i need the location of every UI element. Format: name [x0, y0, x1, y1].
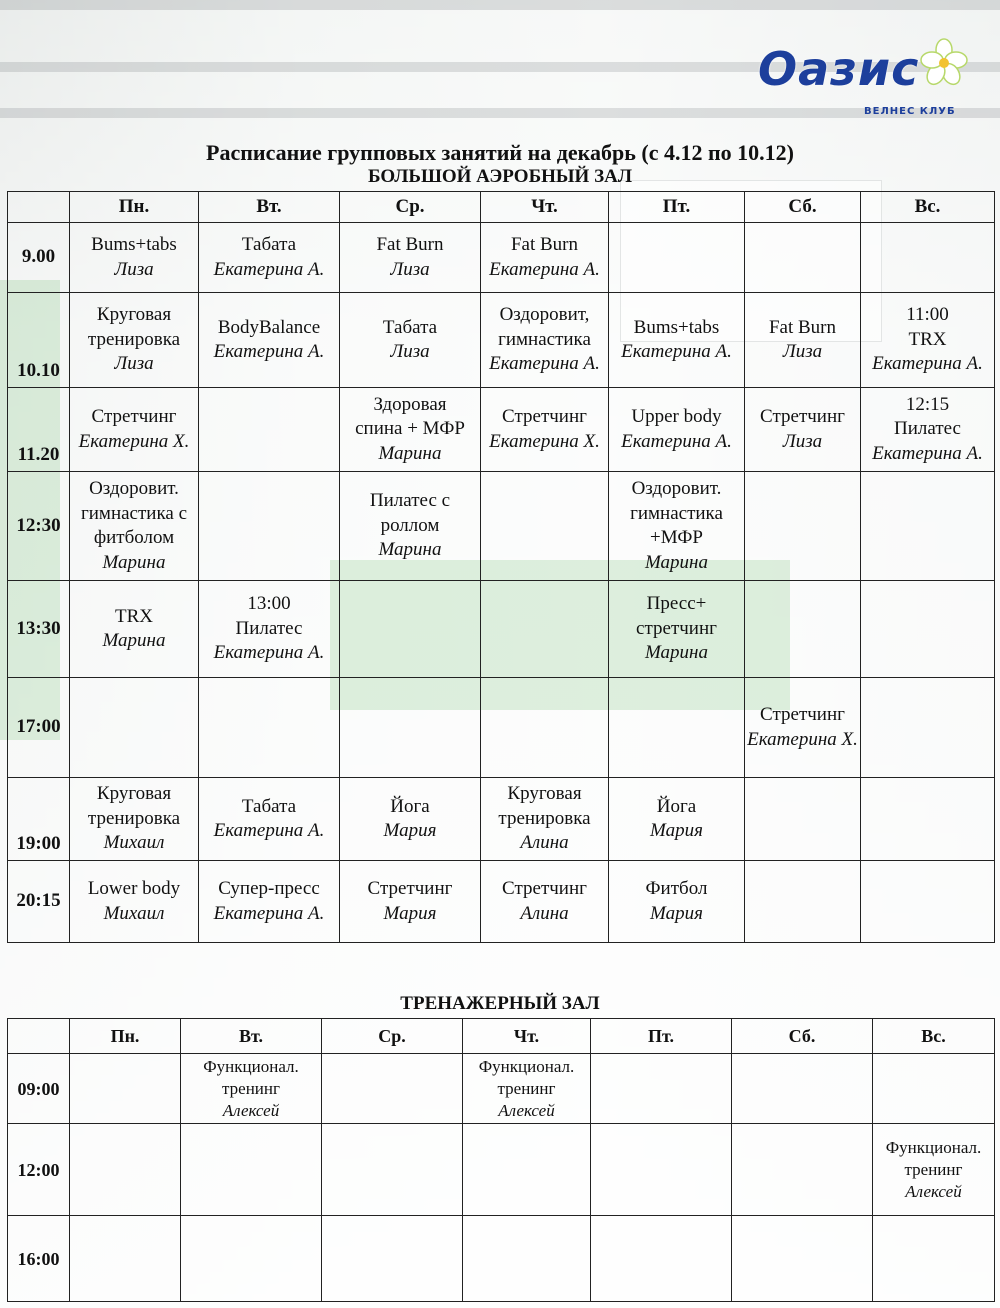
class-cell [199, 778, 340, 861]
time-cell: 9.00 [8, 223, 70, 293]
coach-name: Марина [102, 630, 166, 651]
empty-cell [609, 678, 745, 778]
class-name: Пилатес с [369, 490, 451, 512]
coach-name: Марина [645, 642, 708, 664]
class-name: Пилатес [894, 418, 961, 440]
empty-cell [873, 1216, 995, 1302]
day-header: Ср. [322, 1019, 463, 1054]
class-name: Пилатес [235, 617, 303, 639]
empty-cell [745, 581, 861, 678]
empty-cell [591, 1216, 732, 1302]
coach-name: Алексей [498, 1100, 555, 1120]
table-row [8, 678, 995, 778]
class-name: 12:15 [905, 393, 950, 415]
table-row [8, 861, 995, 943]
day-header: Ср. [340, 192, 481, 223]
class-cell [481, 223, 609, 293]
class-name: Оздоровит. [631, 478, 722, 499]
class-name: +МФР [650, 527, 703, 548]
coach-name: Мария [650, 902, 703, 924]
class-name: Табата [382, 316, 438, 338]
class-name: Йога [390, 795, 430, 817]
corner-cell [8, 1019, 70, 1054]
class-name: Табата [241, 795, 297, 817]
class-name: Оздоровит, [499, 304, 590, 326]
time-cell: 16:00 [8, 1216, 70, 1302]
class-cell [199, 223, 340, 293]
empty-cell [481, 472, 609, 581]
class-cell [70, 861, 199, 943]
table-row [8, 1054, 995, 1124]
class-name: стретчинг [636, 617, 717, 639]
coach-name: Алина [520, 902, 569, 924]
table-row [8, 581, 995, 678]
day-header: Пт. [591, 1019, 732, 1054]
class-name: Стретчинг [760, 704, 845, 725]
class-cell [340, 861, 481, 943]
empty-cell [732, 1124, 873, 1216]
coach-name: Михаил [103, 902, 165, 924]
corner-cell [8, 192, 70, 223]
class-cell [340, 293, 481, 388]
empty-cell [732, 1216, 873, 1302]
class-name: Стретчинг [760, 406, 845, 427]
class-cell [609, 861, 745, 943]
time-cell: 20:15 [8, 861, 70, 943]
day-header: Сб. [732, 1019, 873, 1054]
class-cell [70, 778, 199, 861]
empty-cell [861, 861, 995, 943]
coach-name: Алексей [905, 1181, 962, 1201]
class-cell [745, 388, 861, 472]
coach-name: Мария [383, 902, 437, 924]
coach-name: Марина [102, 551, 166, 573]
class-cell [745, 678, 861, 778]
class-cell [609, 581, 745, 678]
empty-cell [745, 778, 861, 861]
empty-cell [322, 1124, 463, 1216]
empty-cell [861, 778, 995, 861]
class-name: Супер-пресс [218, 878, 320, 899]
class-name: Upper body [631, 406, 722, 427]
coach-name: Екатерина Х. [78, 430, 190, 452]
coach-name: Марина [378, 442, 442, 464]
class-name: тренировка [87, 807, 181, 829]
class-cell [199, 861, 340, 943]
table-row [8, 388, 995, 472]
empty-cell [861, 678, 995, 778]
table-row [8, 293, 995, 388]
class-name: гимнастика с [80, 502, 188, 524]
empty-cell [322, 1216, 463, 1302]
class-cell [481, 388, 609, 472]
empty-cell [70, 1216, 181, 1302]
class-name: TRX [115, 605, 153, 627]
empty-cell [199, 388, 340, 472]
time-cell: 13:30 [8, 581, 70, 678]
coach-name: Алина [520, 832, 569, 854]
gym-schedule-table [7, 1018, 995, 1302]
coach-name: Мария [650, 820, 703, 841]
empty-cell [70, 678, 199, 778]
header-row [8, 192, 995, 223]
class-name: BodyBalance [217, 316, 321, 338]
empty-cell [181, 1216, 322, 1302]
empty-cell [463, 1124, 591, 1216]
class-cell [199, 293, 340, 388]
day-header: Вт. [181, 1019, 322, 1054]
table-row [8, 472, 995, 581]
empty-cell [199, 472, 340, 581]
class-name: Стретчинг [502, 406, 587, 427]
coach-name: Алексей [222, 1100, 280, 1120]
coach-name: Екатерина А. [489, 258, 600, 280]
coach-name: Екатерина А. [872, 353, 983, 375]
empty-cell [199, 678, 340, 778]
empty-cell [745, 223, 861, 293]
coach-name: Екатерина Х. [489, 430, 600, 452]
class-cell [70, 472, 199, 581]
class-name: тренировка [498, 807, 591, 829]
day-header: Вс. [873, 1019, 995, 1054]
coach-name: Михаил [103, 832, 165, 854]
empty-cell [481, 581, 609, 678]
time-cell: 12:30 [8, 472, 70, 581]
class-name: Пресс+ [646, 593, 707, 615]
time-cell: 11.20 [8, 388, 70, 472]
aerobic-hall-title: БОЛЬШОЙ АЭРОБНЫЙ ЗАЛ [368, 166, 632, 187]
gym-hall-title: ТРЕНАЖЕРНЫЙ ЗАЛ [400, 993, 600, 1014]
flower-icon [920, 38, 968, 86]
class-cell [481, 293, 609, 388]
coach-name: Марина [645, 551, 708, 573]
class-name: Функционал. [478, 1056, 575, 1076]
empty-cell [70, 1054, 181, 1124]
class-name: Функционал. [885, 1137, 982, 1157]
coach-name: Екатерина А. [213, 642, 325, 664]
empty-cell [322, 1054, 463, 1124]
day-header: Пн. [70, 192, 199, 223]
day-header: Сб. [745, 192, 861, 223]
empty-cell [861, 581, 995, 678]
empty-cell [745, 861, 861, 943]
class-name: Стретчинг [502, 878, 587, 899]
coach-name: Лиза [390, 341, 430, 362]
class-cell [861, 293, 995, 388]
page-title: Расписание групповых занятий на декабрь (с 4.12 по 10.12) [206, 140, 794, 165]
class-name: 11:00 [906, 304, 949, 326]
class-cell [609, 293, 745, 388]
empty-cell [873, 1054, 995, 1124]
class-name: TRX [908, 328, 947, 350]
empty-cell [609, 223, 745, 293]
day-header: Чт. [463, 1019, 591, 1054]
empty-cell [70, 1124, 181, 1216]
brand-name: Оазис [758, 42, 920, 96]
time-cell: 17:00 [8, 678, 70, 778]
class-name: Стретчинг [91, 406, 177, 427]
coach-name: Екатерина А. [213, 341, 325, 362]
coach-name: Екатерина А. [213, 820, 325, 841]
coach-name: Екатерина А. [489, 353, 600, 375]
class-name: Фитбол [645, 878, 708, 899]
empty-cell [861, 472, 995, 581]
class-cell [481, 778, 609, 861]
class-cell [861, 388, 995, 472]
empty-cell [340, 678, 481, 778]
brand-logo [752, 38, 972, 122]
day-header: Пн. [70, 1019, 181, 1054]
coach-name: Марина [378, 539, 442, 561]
class-name: тренинг [497, 1078, 556, 1098]
class-name: Fat Burn [510, 234, 579, 255]
class-cell [199, 581, 340, 678]
table-row [8, 1124, 995, 1216]
day-header: Вт. [199, 192, 340, 223]
class-name: Табата [241, 234, 297, 255]
empty-cell [481, 678, 609, 778]
class-name: Круговая [96, 783, 172, 805]
class-name: Bums+tabs [633, 316, 720, 338]
class-name: Fat Burn [376, 234, 444, 255]
time-cell: 10.10 [8, 293, 70, 388]
coach-name: Екатерина Х. [747, 728, 858, 750]
background-beam [0, 0, 1000, 10]
coach-name: Лиза [114, 353, 154, 375]
aerobic-schedule-table [7, 191, 995, 943]
class-name: Здоровая [373, 393, 447, 415]
empty-cell [745, 472, 861, 581]
class-cell [873, 1124, 995, 1216]
class-cell [340, 388, 481, 472]
class-name: Круговая [507, 783, 582, 805]
class-name: гимнастика [630, 502, 723, 524]
class-cell [181, 1054, 322, 1124]
class-name: Lower body [87, 878, 181, 899]
class-name: Функционал. [203, 1056, 299, 1076]
empty-cell [591, 1054, 732, 1124]
class-name: Оздоровит. [89, 478, 179, 499]
class-cell [70, 388, 199, 472]
class-name: Круговая [96, 304, 172, 326]
class-name: 13:00 [247, 593, 291, 615]
class-cell [340, 223, 481, 293]
class-name: Fat Burn [768, 316, 837, 338]
coach-name: Екатерина А. [621, 430, 732, 452]
coach-name: Екатерина А. [621, 341, 732, 362]
day-header: Вс. [861, 192, 995, 223]
class-cell [609, 388, 745, 472]
class-cell [70, 223, 199, 293]
empty-cell [732, 1054, 873, 1124]
class-cell [609, 472, 745, 581]
class-cell [70, 581, 199, 678]
empty-cell [591, 1124, 732, 1216]
class-name: роллом [380, 514, 440, 536]
class-cell [745, 293, 861, 388]
coach-name: Лиза [114, 258, 154, 280]
time-cell: 12:00 [8, 1124, 70, 1216]
class-name: тренинг [222, 1078, 280, 1098]
table-row [8, 1216, 995, 1302]
class-name: гимнастика [498, 328, 591, 350]
time-cell: 19:00 [8, 778, 70, 861]
empty-cell [181, 1124, 322, 1216]
coach-name: Лиза [782, 341, 823, 362]
class-name: спина + МФР [355, 418, 465, 440]
table-row [8, 223, 995, 293]
class-name: Bums+tabs [91, 234, 177, 255]
brand-subtitle: ВЕЛНЕС КЛУБ [864, 106, 956, 117]
class-cell [481, 861, 609, 943]
coach-name: Екатерина А. [872, 442, 983, 464]
day-header: Чт. [481, 192, 609, 223]
class-name: тренинг [904, 1159, 963, 1179]
coach-name: Екатерина А. [213, 258, 325, 280]
empty-cell [463, 1216, 591, 1302]
header-row [8, 1019, 995, 1054]
class-cell [340, 778, 481, 861]
coach-name: Лиза [782, 430, 823, 452]
empty-cell [861, 223, 995, 293]
class-cell [70, 293, 199, 388]
coach-name: Мария [383, 820, 437, 841]
table-row [8, 778, 995, 861]
day-header: Пт. [609, 192, 745, 223]
class-name: Стретчинг [367, 878, 453, 899]
class-name: тренировка [87, 328, 181, 350]
time-cell: 09:00 [8, 1054, 70, 1124]
empty-cell [340, 581, 481, 678]
coach-name: Екатерина А. [213, 902, 325, 924]
class-cell [609, 778, 745, 861]
class-name: Йога [656, 795, 697, 817]
coach-name: Лиза [390, 258, 430, 280]
class-cell [463, 1054, 591, 1124]
class-name: фитболом [93, 527, 175, 548]
class-cell [340, 472, 481, 581]
